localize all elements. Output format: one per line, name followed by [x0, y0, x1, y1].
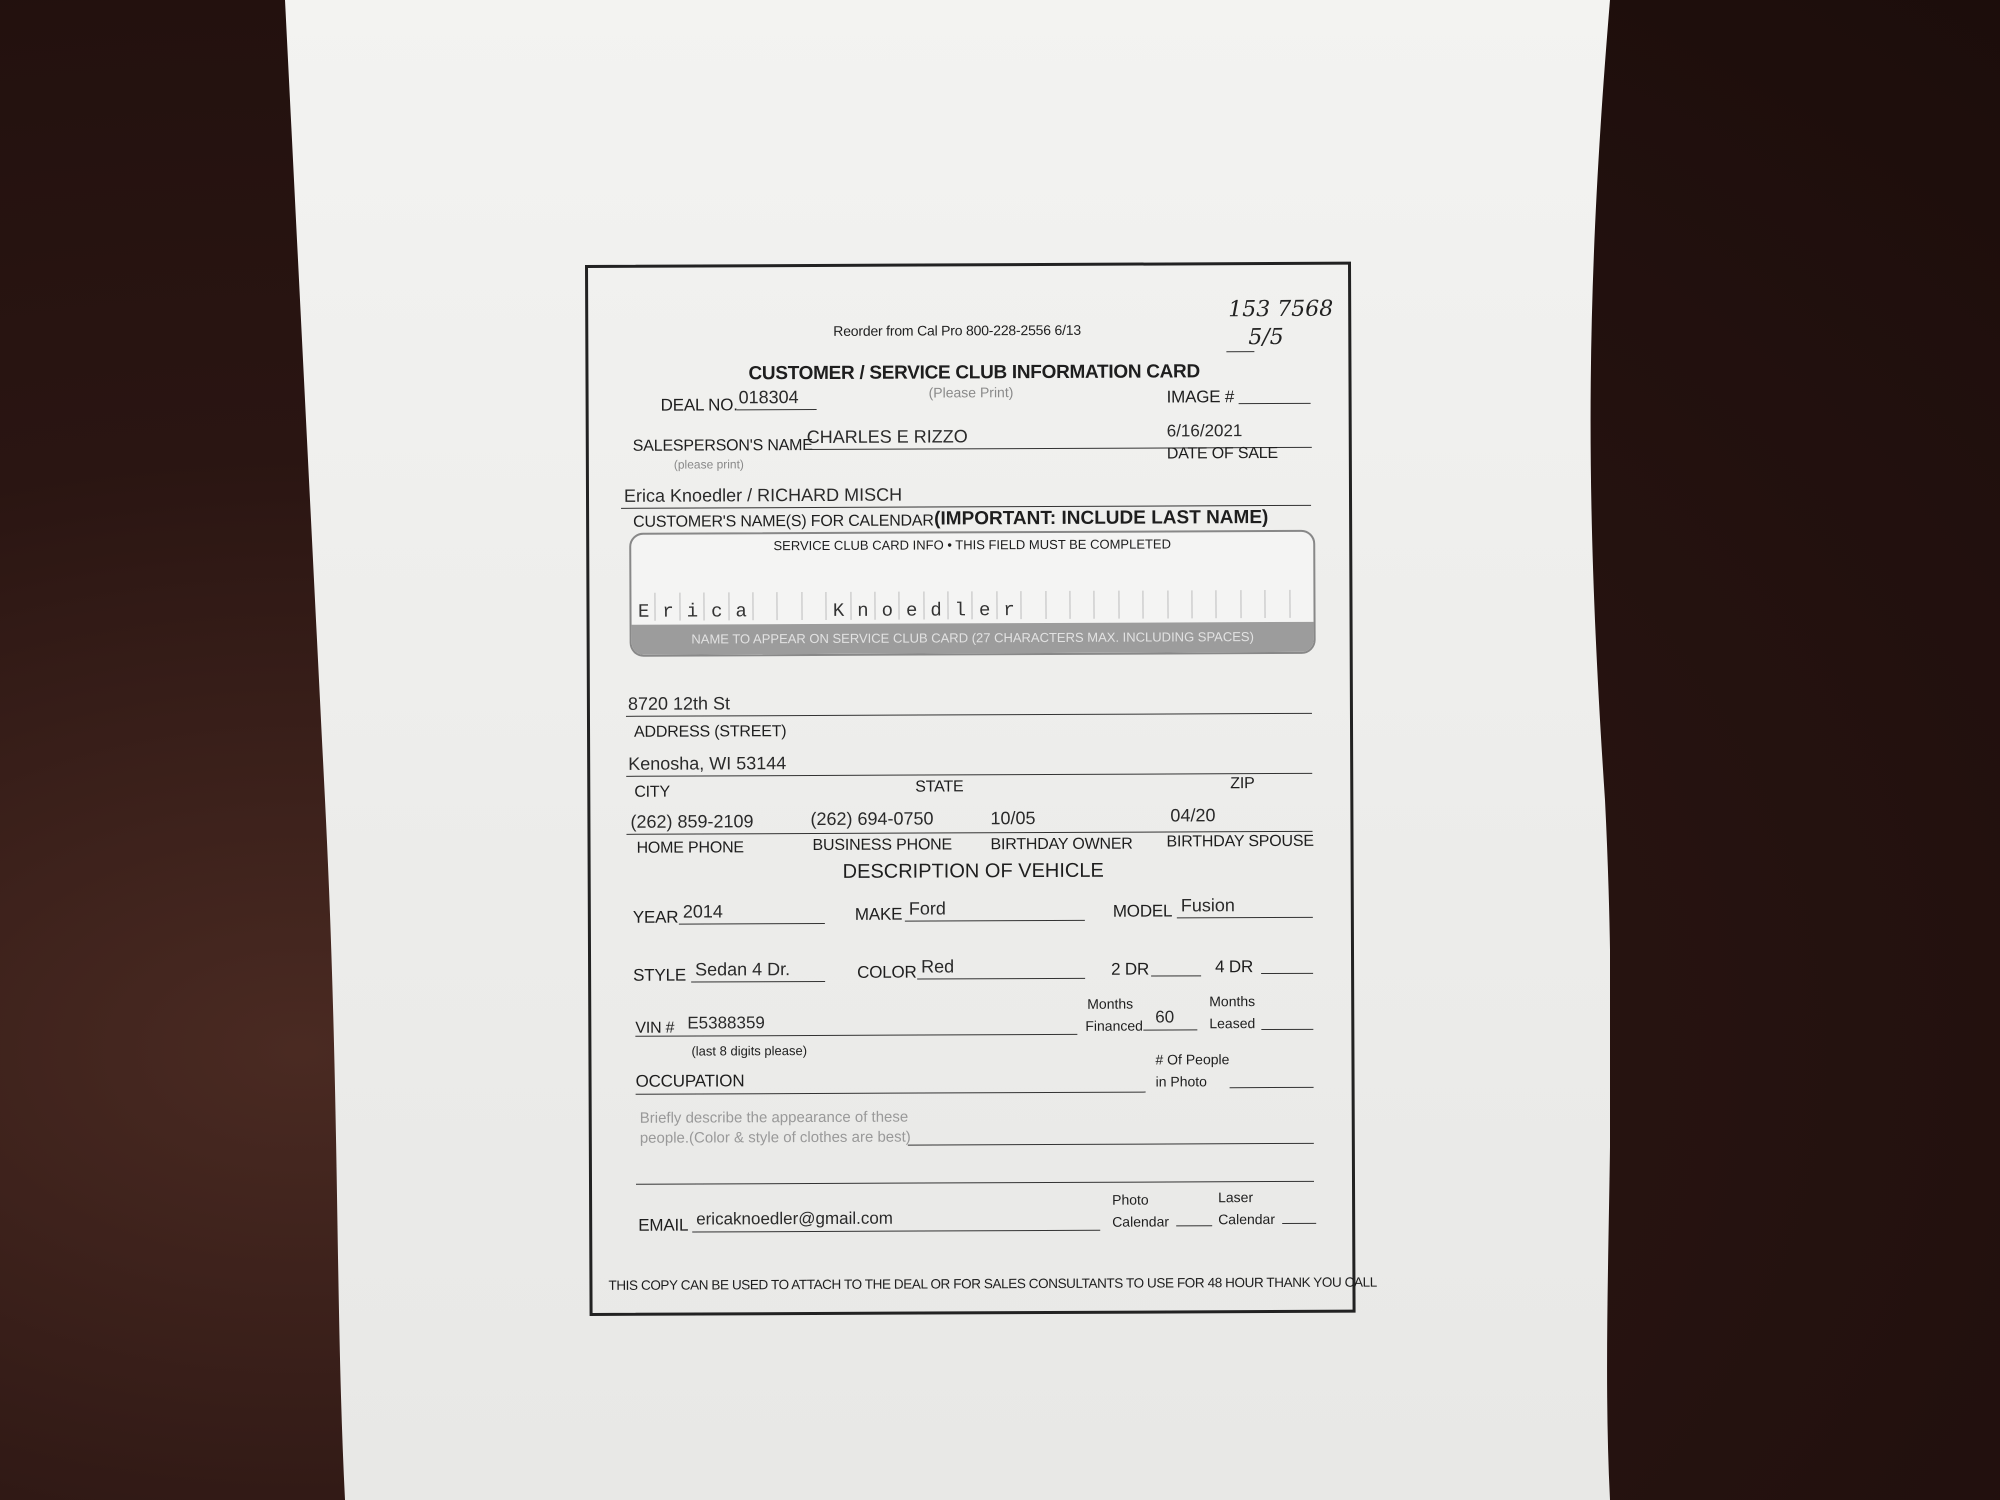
months-financed-line: [1143, 1029, 1197, 1030]
service-club-char: K: [832, 599, 845, 622]
info-card-form: [585, 262, 1377, 1316]
service-club-char: [778, 600, 802, 626]
service-club-char: [1167, 598, 1191, 624]
model-line: [1177, 917, 1313, 919]
deal-no-label: DEAL NO.: [660, 395, 738, 415]
image-no-line[interactable]: [1239, 403, 1311, 404]
model-label: MODEL: [1112, 901, 1173, 921]
service-club-char: [1216, 598, 1240, 624]
service-club-char: e: [978, 599, 991, 622]
reorder-text: Reorder from Cal Pro 800-228-2556 6/13: [833, 321, 1081, 339]
four-door-line[interactable]: [1261, 973, 1313, 974]
service-club-heading: SERVICE CLUB CARD INFO • THIS FIELD MUST BE COMPLETED: [773, 536, 1172, 554]
business-phone-label: BUSINESS PHONE: [812, 836, 953, 855]
image-no-label: IMAGE #: [1166, 387, 1235, 407]
deal-no-value[interactable]: 018304: [738, 387, 799, 408]
birthday-spouse-label: BIRTHDAY SPOUSE: [1166, 832, 1314, 851]
occupation-label: OCCUPATION: [635, 1071, 745, 1091]
service-club-char: l: [954, 599, 967, 622]
service-club-char: [1046, 599, 1070, 625]
two-door-line[interactable]: [1151, 975, 1201, 976]
months-leased-line[interactable]: [1261, 1029, 1313, 1030]
date-of-sale-value[interactable]: 6/16/2021: [1166, 421, 1243, 441]
style-label: STYLE: [633, 965, 686, 985]
service-club-char: e: [905, 599, 918, 622]
service-club-char: [1192, 598, 1216, 624]
year-value[interactable]: 2014: [682, 901, 723, 922]
make-line: [905, 920, 1085, 922]
service-club-char: r: [662, 600, 674, 623]
deal-no-line: [737, 409, 817, 410]
months-financed-label-1: Months: [1087, 995, 1134, 1012]
service-club-box: [629, 530, 1316, 657]
salesperson-label: SALESPERSON'S NAME: [632, 437, 813, 455]
describe-line-2[interactable]: [636, 1181, 1314, 1185]
describe-prompt-line-1: Briefly describe the appearance of these: [639, 1108, 909, 1127]
two-door-label: 2 DR: [1111, 959, 1150, 979]
make-label: MAKE: [854, 904, 903, 924]
year-line: [679, 923, 825, 925]
handwritten-fraction: 5/5: [1248, 324, 1284, 351]
date-of-sale-label: DATE OF SALE: [1166, 444, 1278, 463]
service-club-char: n: [857, 599, 869, 622]
months-leased-label-1: Months: [1209, 993, 1256, 1010]
service-club-char: [1070, 599, 1094, 625]
service-club-char: o: [881, 599, 894, 622]
color-label: COLOR: [857, 962, 917, 982]
vehicle-heading: DESCRIPTION OF VEHICLE: [842, 859, 1104, 883]
service-club-char: i: [686, 600, 699, 623]
please-print-note: (Please Print): [928, 384, 1014, 401]
color-line: [917, 978, 1085, 980]
laser-calendar-label-1: Laser: [1218, 1189, 1254, 1206]
months-financed-value[interactable]: 60: [1155, 1007, 1175, 1027]
form-title: CUSTOMER / SERVICE CLUB INFORMATION CARD: [748, 361, 1200, 385]
home-phone-label: HOME PHONE: [636, 839, 744, 857]
vin-label: VIN #: [635, 1019, 675, 1037]
service-club-char: [1289, 598, 1313, 624]
city-value[interactable]: Kenosha, WI 53144: [628, 753, 787, 774]
important-note: (IMPORTANT: INCLUDE LAST NAME): [934, 507, 1269, 530]
months-financed-label-2: Financed: [1085, 1017, 1143, 1034]
months-leased-label-2: Leased: [1209, 1015, 1256, 1032]
people-in-photo-label-1: # Of People: [1155, 1051, 1230, 1068]
service-club-char: E: [637, 600, 650, 623]
photo-calendar-label-1: Photo: [1112, 1191, 1149, 1208]
salesperson-value[interactable]: CHARLES E RIZZO: [806, 426, 968, 448]
service-club-char: [802, 600, 826, 626]
vin-value[interactable]: E5388359: [687, 1013, 765, 1033]
customer-names-value[interactable]: Erica Knoedler / RICHARD MISCH: [623, 484, 903, 506]
style-line: [691, 981, 825, 983]
photo-calendar-label-2: Calendar: [1112, 1213, 1170, 1230]
service-club-char: [1021, 599, 1045, 625]
business-phone-value[interactable]: (262) 694-0750: [810, 808, 934, 830]
service-club-char: d: [930, 599, 942, 622]
handwritten-underline: [1226, 351, 1254, 352]
service-club-char: [1240, 598, 1264, 624]
describe-line-1[interactable]: [908, 1143, 1314, 1146]
service-club-char: [1265, 598, 1289, 624]
people-in-photo-line[interactable]: [1230, 1087, 1314, 1088]
salesperson-sublabel: (please print): [673, 457, 744, 472]
occupation-line[interactable]: [636, 1092, 1146, 1095]
email-value[interactable]: ericaknoedler@gmail.com: [696, 1208, 893, 1229]
customer-names-label: CUSTOMER'S NAME(S) FOR CALENDAR: [633, 512, 934, 531]
people-in-photo-label-2: in Photo: [1155, 1073, 1207, 1090]
service-club-char: [1094, 599, 1118, 625]
email-line: [692, 1230, 1100, 1233]
email-label: EMAIL: [638, 1215, 689, 1235]
service-club-char: r: [1003, 599, 1015, 622]
year-label: YEAR: [632, 907, 679, 927]
address-label: ADDRESS (STREET): [634, 723, 787, 741]
four-door-label: 4 DR: [1215, 957, 1254, 977]
service-club-char: c: [711, 600, 723, 623]
vin-note: (last 8 digits please): [691, 1043, 808, 1059]
address-value[interactable]: 8720 12th St: [627, 693, 731, 714]
laser-calendar-label-2: Calendar: [1218, 1210, 1276, 1228]
zip-label: ZIP: [1230, 775, 1255, 793]
service-club-char: [1119, 599, 1143, 625]
birthday-owner-value[interactable]: 10/05: [990, 808, 1036, 829]
handwritten-number: 153 7568: [1228, 296, 1334, 323]
birthday-owner-label: BIRTHDAY OWNER: [990, 835, 1133, 854]
make-value[interactable]: Ford: [908, 898, 946, 919]
state-label: STATE: [915, 778, 964, 796]
model-value[interactable]: Fusion: [1180, 895, 1235, 916]
home-phone-value[interactable]: (262) 859-2109: [630, 811, 754, 832]
service-club-char: [753, 600, 777, 626]
laser-calendar-line[interactable]: [1282, 1223, 1316, 1224]
photo-calendar-line[interactable]: [1176, 1225, 1212, 1226]
color-value[interactable]: Red: [921, 956, 955, 977]
style-value[interactable]: Sedan 4 Dr.: [695, 959, 791, 980]
vin-line: [635, 1034, 1077, 1037]
service-club-char: a: [735, 600, 747, 623]
service-club-footer: NAME TO APPEAR ON SERVICE CLUB CARD (27 CHARACTERS MAX. INCLUDING SPACES): [632, 622, 1314, 655]
service-club-char: [1143, 598, 1167, 624]
city-label: CITY: [634, 783, 670, 801]
form-footer: THIS COPY CAN BE USED TO ATTACH TO THE DEAL OR FOR SALES CONSULTANTS TO USE FOR 48 HOUR THANK YOU CALL: [608, 1274, 1377, 1293]
describe-prompt-line-2: people.(Color & style of clothes are best): [639, 1128, 911, 1147]
birthday-spouse-value[interactable]: 04/20: [1170, 805, 1216, 826]
